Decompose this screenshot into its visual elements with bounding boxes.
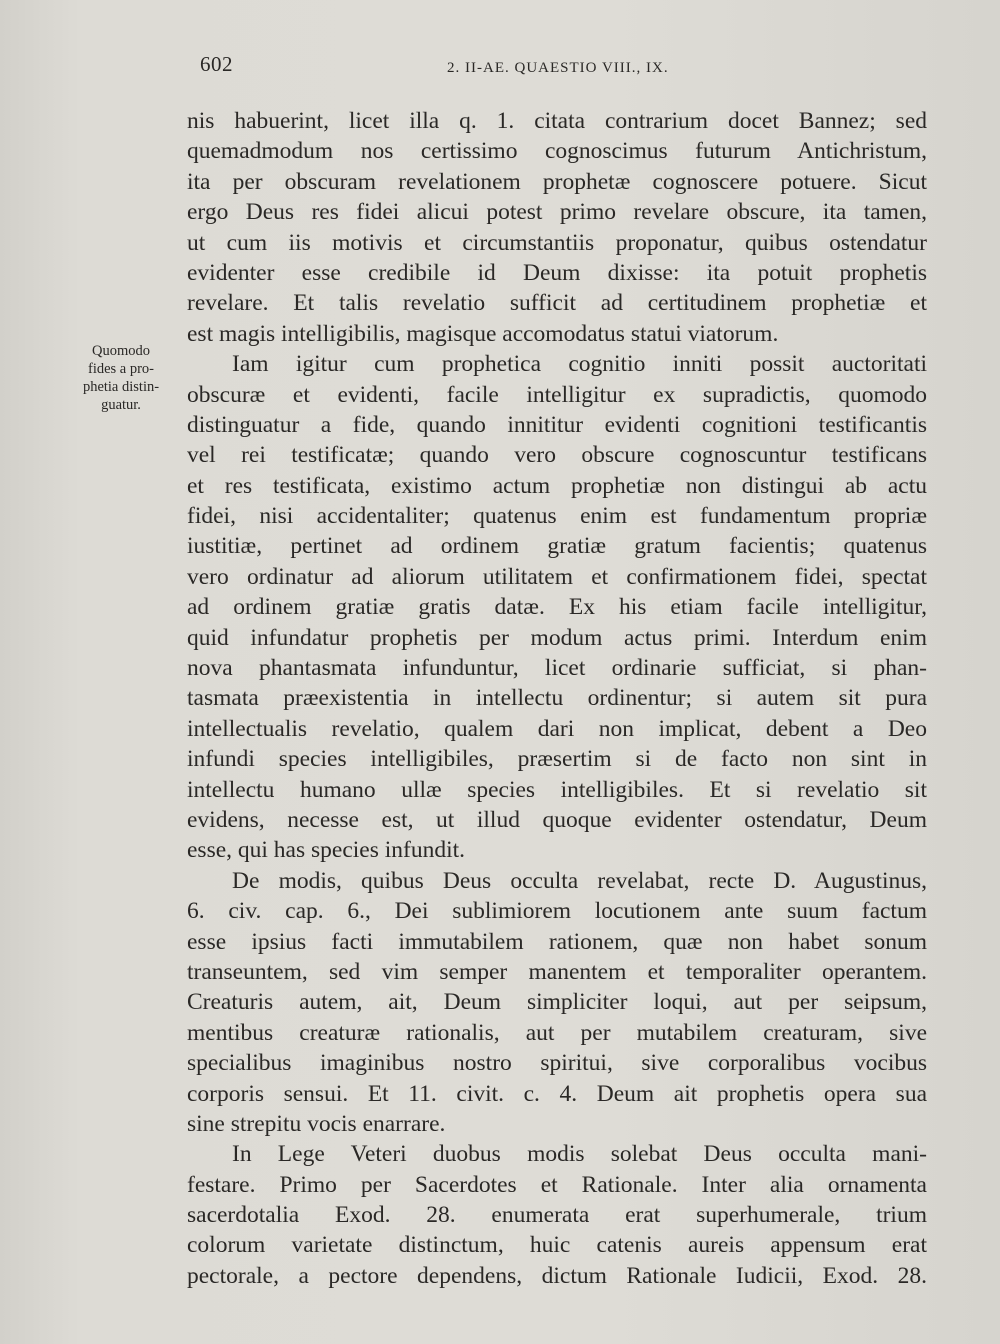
text-line: evidens, necesse est, ut illud quoque evidenter ostendatur, Deum (187, 806, 927, 833)
text-line: sine strepitu vocis enarrare. (187, 1110, 446, 1137)
text-line: quemadmodum nos certissimo cognoscimus futurum Antichristum, (187, 138, 927, 165)
body-text (187, 106, 927, 1291)
text-line: colorum varietate distinctum, huic catenis aureis appensum erat (187, 1232, 927, 1259)
page-number: 602 (200, 52, 233, 76)
text-line: Iam igitur cum prophetica cognitio inniti possit auctoritati (232, 351, 927, 378)
text-line: Creaturis autem, ait, Deum simpliciter loqui, aut per seipsum, (187, 989, 927, 1016)
text-line: 6. civ. cap. 6., Dei sublimiorem locutionem ante suum factum (187, 898, 927, 925)
text-line: infundi species intelligibiles, præsertim si de facto non sint in (187, 746, 927, 773)
text-line: transeuntem, sed vim semper manentem et temporaliter operantem. (187, 958, 927, 985)
text-line: iustitiæ, pertinet ad ordinem gratiæ gratum facientis; quatenus (187, 533, 927, 560)
text-line: intellectu humano ullæ species intelligibiles. Et si revelatio sit (187, 776, 927, 803)
text-line: In Lege Veteri duobus modis solebat Deus occulta mani- (232, 1141, 927, 1168)
text-line: quid infundatur prophetis per modum actus primi. Interdum enim (187, 624, 927, 651)
text-line: evidenter esse credibile id Deum dixisse: ita potuit prophetis (187, 259, 927, 286)
text-line: ad ordinem gratiæ gratis datæ. Ex his etiam facile intelligitur, (187, 594, 927, 621)
text-line: De modis, quibus Deus occulta revelabat, recte D. Augustinus, (232, 867, 927, 894)
text-line: tasmata præexistentia in intellectu ordinentur; si autem sit pura (187, 685, 927, 712)
text-line: mentibus creaturæ rationalis, aut per mutabilem creaturam, sive (187, 1019, 927, 1046)
text-line: ut cum iis motivis et circumstantiis proponatur, quibus ostendatur (187, 229, 927, 256)
margin-note-line: guatur. (101, 397, 141, 413)
running-head: 2. II-AE. QUAESTIO VIII., IX. (447, 60, 669, 76)
text-line: vel rei testificatæ; quando vero obscure cognoscuntur testificans (187, 442, 927, 469)
text-line: nis habuerint, licet illa q. 1. citata contrarium docet Bannez; sed (187, 108, 927, 134)
text-line: obscuræ et evidenti, facile intelligitur ex supradictis, quomodo (187, 381, 927, 408)
text-line: revelare. Et talis revelatio sufficit ad certitudinem prophetiæ et (187, 290, 927, 317)
text-line: esse, qui has species infundit. (187, 837, 466, 864)
text-line: intellectualis revelatio, qualem dari non implicat, debent a Deo (187, 715, 927, 742)
text-line: vero ordinatur ad aliorum utilitatem et confirmationem fidei, spectat (187, 563, 927, 590)
margin-note (80, 342, 162, 414)
text-line: fidei, nisi accidentaliter; quatenus enim est fundamentum propriæ (187, 503, 927, 530)
text-line: distinguatur a fide, quando innititur evidenti cognitioni testificantis (187, 411, 927, 438)
margin-note-line: phetia distin- (82, 379, 160, 395)
text-line: festare. Primo per Sacerdotes et Rationale. Inter alia ornamenta (187, 1171, 927, 1198)
text-line: corporis sensui. Et 11. civit. c. 4. Deum ait prophetis opera sua (187, 1080, 927, 1107)
text-line: sacerdotalia Exod. 28. enumerata erat superhumerale, trium (187, 1202, 927, 1229)
text-line: specialibus imaginibus nostro spiritui, sive corporalibus vocibus (187, 1050, 927, 1077)
text-line: pectorale, a pectore dependens, dictum Rationale Iudicii, Exod. 28. (187, 1262, 927, 1289)
margin-note-line: Quomodo (92, 343, 150, 359)
text-line: nova phantasmata infunduntur, licet ordinarie sufficiat, si phan- (187, 655, 927, 682)
margin-note-line: fides a pro- (87, 361, 155, 377)
text-line: ergo Deus res fidei alicui potest primo revelare obscure, ita tamen, (187, 199, 927, 226)
text-line: esse ipsius facti immutabilem rationem, quæ non habet sonum (187, 928, 927, 955)
text-line: ita per obscuram revelationem prophetæ cognoscere potuere. Sicut (187, 168, 927, 195)
text-line: et res testificata, existimo actum prophetiæ non distingui ab actu (187, 472, 927, 499)
text-line: est magis intelligibilis, magisque accomodatus statui viatorum. (187, 320, 779, 347)
